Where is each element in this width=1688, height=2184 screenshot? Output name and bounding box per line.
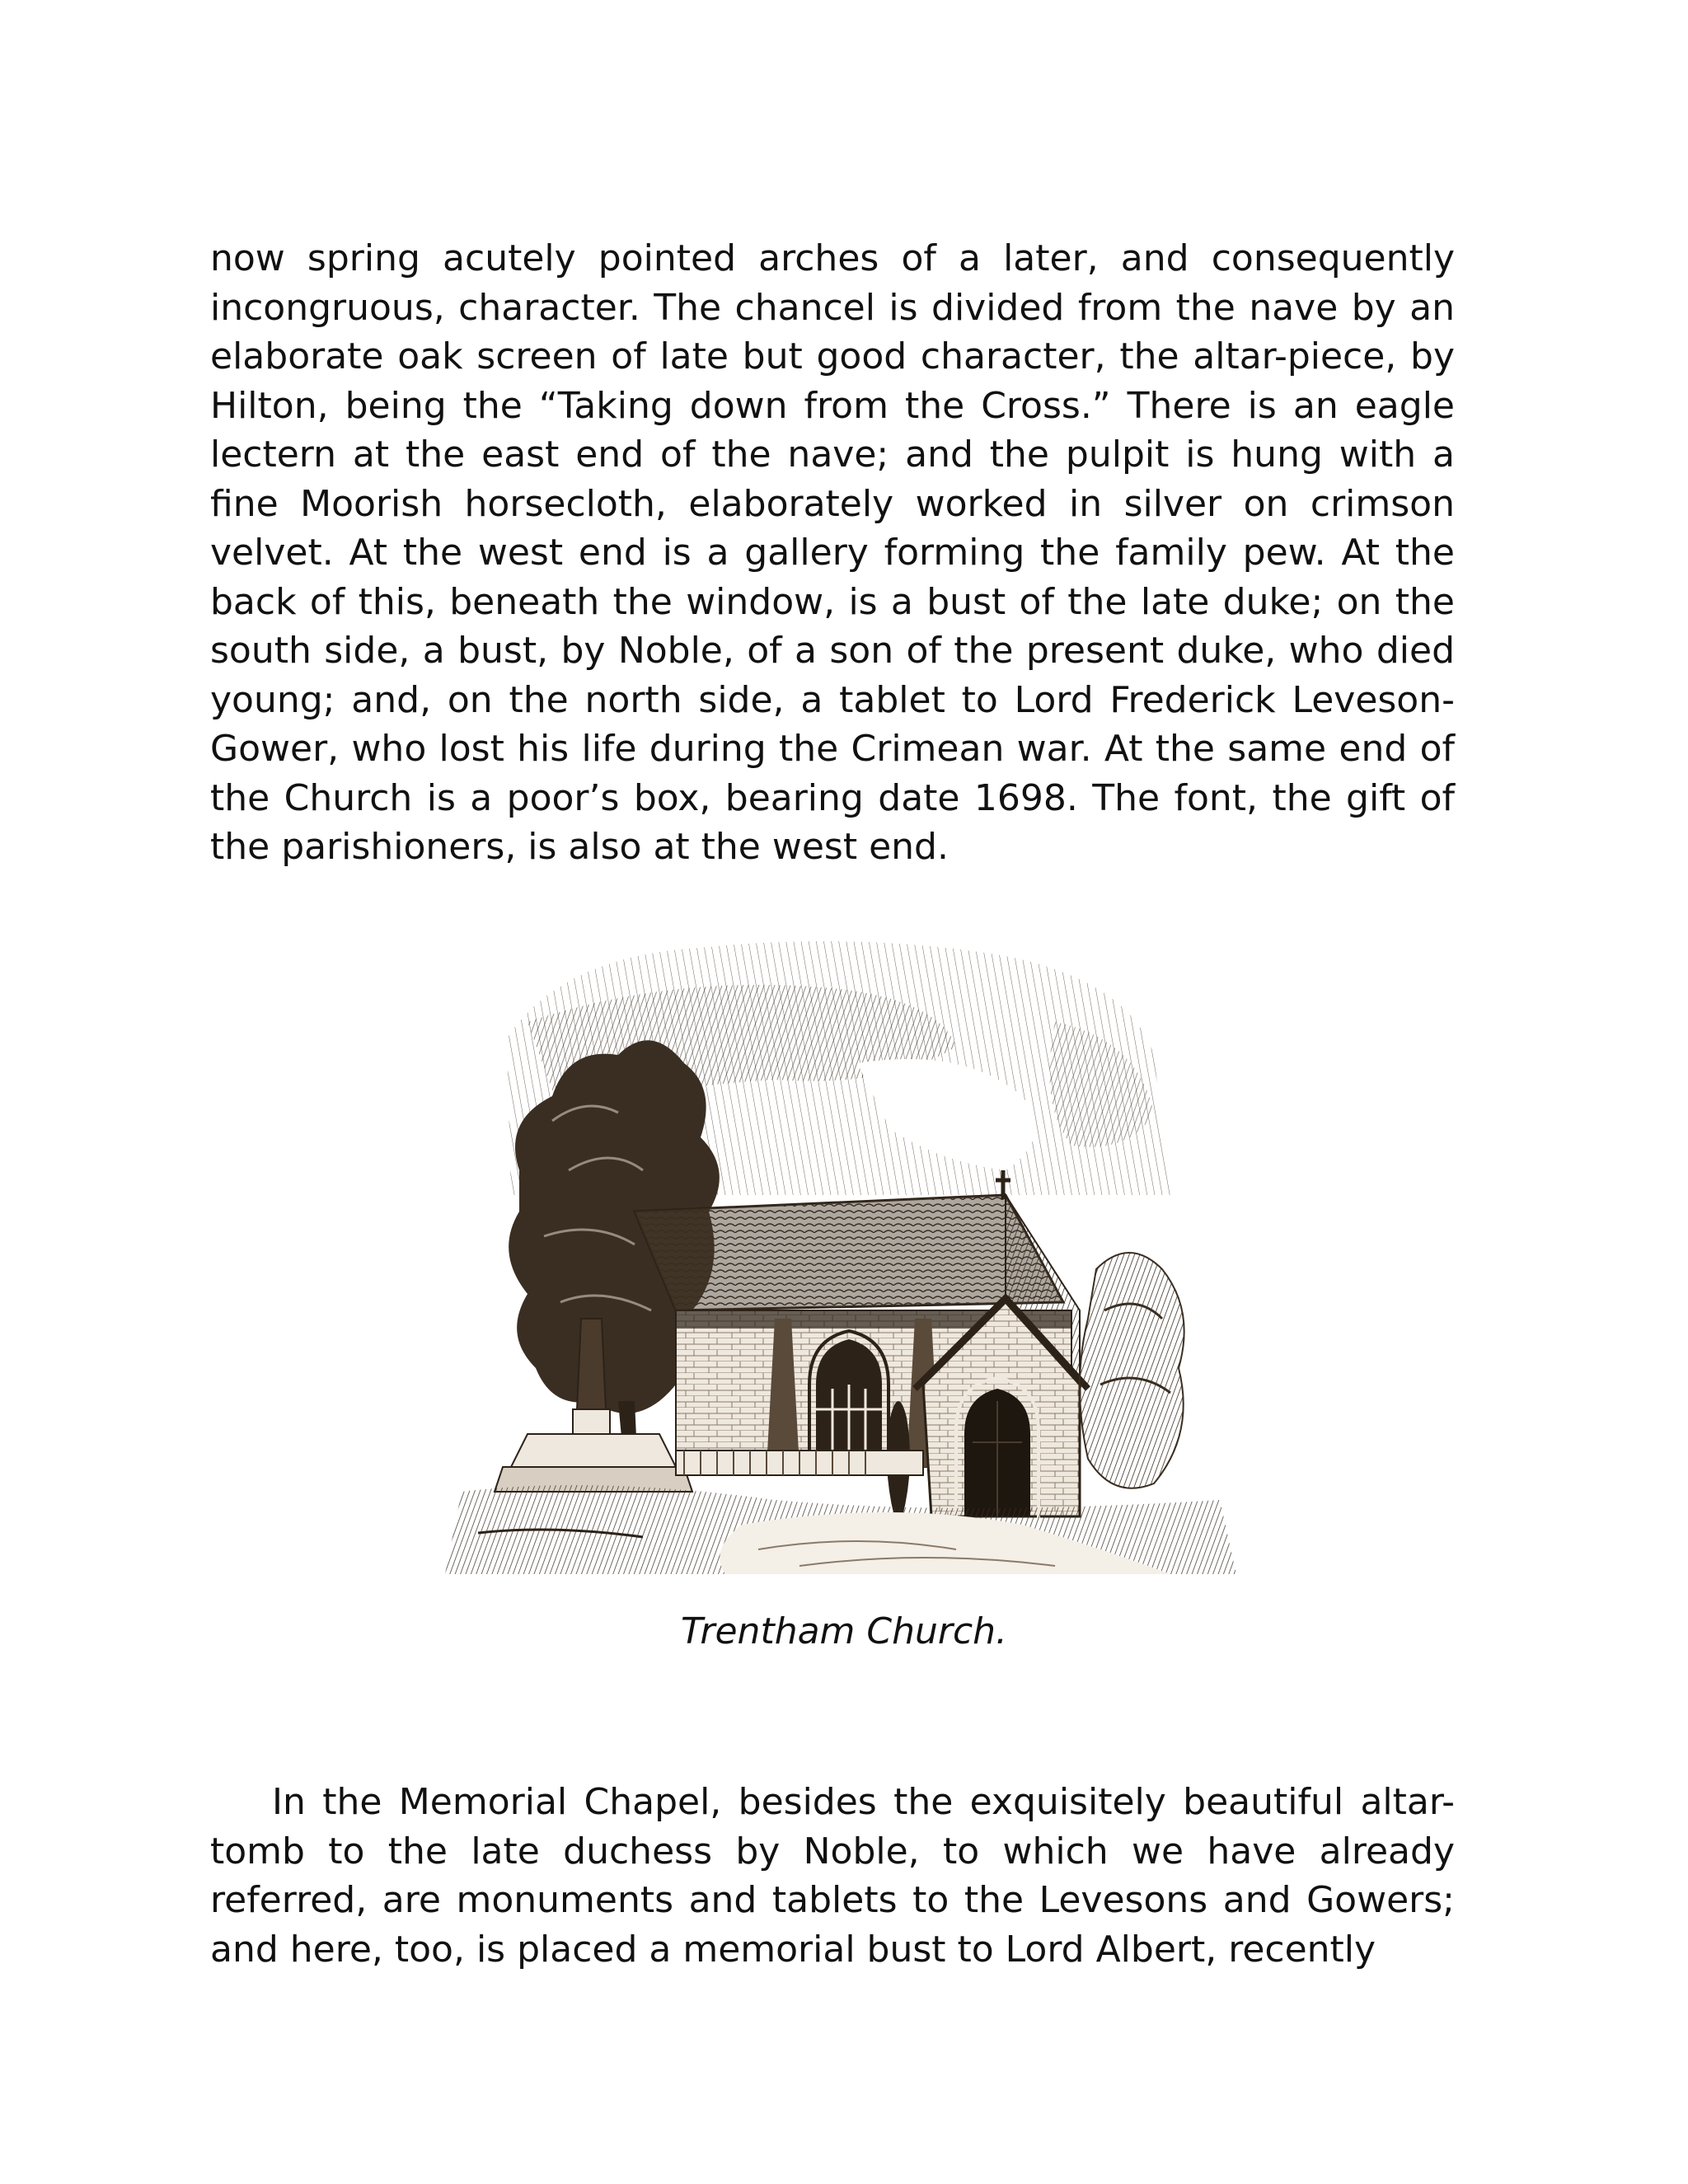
church-engraving-image — [429, 923, 1245, 1582]
body-paragraph: now spring acutely pointed arches of a later, and consequently incongruous, character. The chancel is divided from the nave by an elaborate oak screen of late but good character, the altar-piece, by Hilton, being the “Taking down from the Cross.” There is an eagle lectern at the east end of the nave; and the pulpit is hung with a fine Moorish horsecloth, elaborately worked in silver on crimson velvet. At the west end is a gallery forming the family pew. At the back of this, beneath the window, is a bust of the late duke; on the south side, a bust, by Noble, of a son of the present duke, who died young; and, on the north side, a tablet to Lord Frederick Leveson-Gower, who lost his life during the Crimean war. At the same end of the Church is a poor’s box, bearing date 1698. The font, the gift of the parishioners, is also at the west end. — [210, 237, 1455, 868]
church-engraving — [429, 923, 1245, 1582]
figure-caption: Trentham Church. — [680, 1610, 1008, 1652]
body-paragraph: In the Memorial Chapel, besides the exquisitely beautiful altar-tomb to the late duchess by Noble, to which we have already referred, are monuments and tablets to the Levesons and Gowers; and here, too, is placed a memorial bust to Lord Albert, recently — [210, 1781, 1455, 1971]
